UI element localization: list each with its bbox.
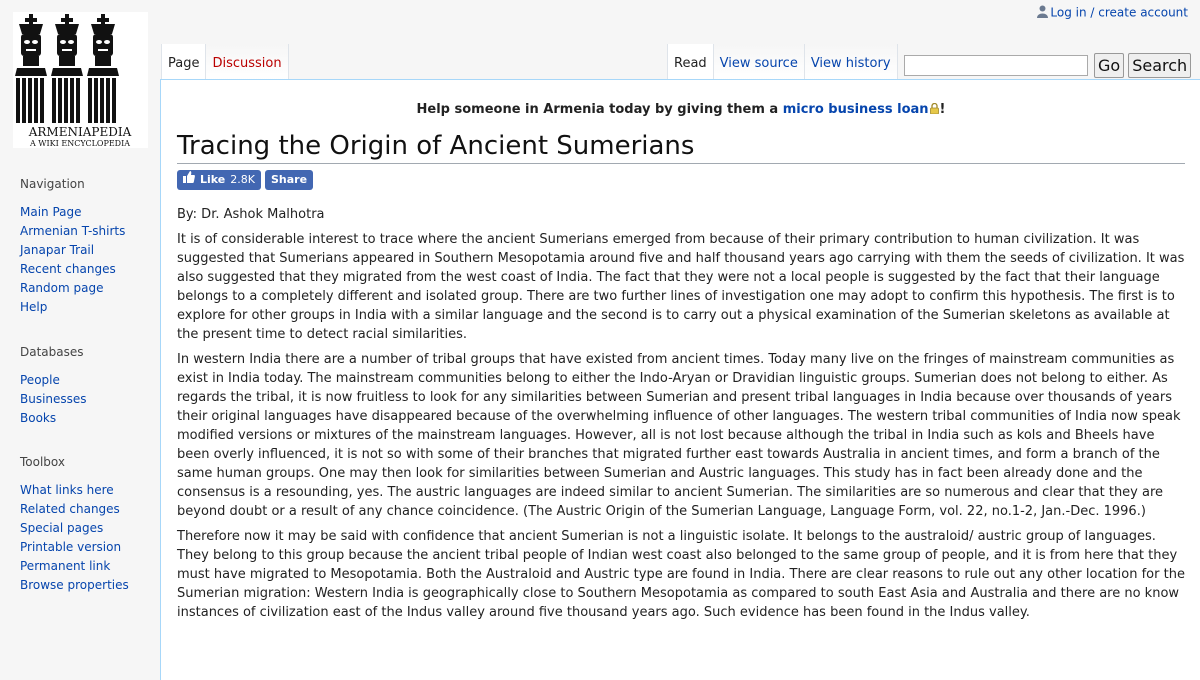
sidebar-item-printable-version[interactable]: Printable version: [20, 540, 122, 554]
namespace-tabs: [161, 44, 289, 80]
article-paragraph: In western India there are a number of tribal groups that have existed from ancient times. Today many live on the fringes of mainstream communities as exist in India today. The mainstream communities belong to either the Indo-Aryan or Dravidian linguistic groups. Sumerian does not belong to either. As regards the tribal, it is now fruitless to look for any similarities between Sumerian and present tribal languages in India because over thousands of years their original languages have disappeared because of the overwhelming influence of other languages. The western tribal communities of India now speak modified versions or mixtures of the mainstream languages. However, all is not lost because although the tribal in India such as kols and Bheels have been overly influenced, it is not so with some of their branches that migrated further east towards Australia in ancient times, and form a branch of the same human groups. One may then look for similarities between Sumerian and Austric languages. This study has in fact been already done and the consensus is a resounding, yes. The austric languages are indeed similar to ancient Sumerian. The similarities are so numerous and clear that they are beyond doubt or a result of any chance coincidence. (The Austric Origin of the Sumerian Language, Language Form, vol. 22, no.1-2, Jan.-Dec. 1996.): [177, 352, 1181, 519]
tab-view-source[interactable]: View source: [714, 44, 805, 80]
sidebar-item-what-links-here[interactable]: What links here: [20, 483, 114, 497]
site-logo[interactable]: [13, 12, 148, 148]
byline: By: Dr. Ashok Malhotra: [177, 207, 325, 222]
tab-view-history[interactable]: View history: [805, 44, 898, 80]
facebook-like-button[interactable]: [177, 170, 261, 190]
search-button[interactable]: Search: [1128, 53, 1191, 78]
article-body: [177, 205, 1187, 628]
sidebar-item-businesses[interactable]: Businesses: [20, 392, 87, 406]
site-notice-prefix: Help someone in Armenia today by giving them a: [416, 102, 783, 117]
sidebar-databases: [20, 345, 87, 428]
micro-loan-link[interactable]: micro business loan: [782, 102, 929, 117]
sidebar-heading-databases: Databases: [20, 345, 84, 359]
site-notice: [161, 102, 1200, 118]
tab-page[interactable]: Page: [161, 44, 206, 80]
logo-subtitle: A WIKI ENCYCLOPEDIA: [29, 139, 131, 148]
view-tabs: [667, 44, 898, 80]
thumbs-up-icon: [183, 170, 195, 190]
sidebar-item-main-page[interactable]: Main Page: [20, 205, 82, 219]
logo-emblem: [13, 12, 148, 148]
sidebar-toolbox: [20, 455, 129, 595]
sidebar-item-people[interactable]: People: [20, 373, 60, 387]
facebook-share-button[interactable]: Share: [265, 170, 313, 190]
sidebar-item-permanent-link[interactable]: Permanent link: [20, 559, 111, 573]
sidebar-item-special-pages[interactable]: Special pages: [20, 521, 104, 535]
sidebar-heading-toolbox: Toolbox: [20, 455, 65, 469]
tab-discussion[interactable]: Discussion: [206, 44, 288, 80]
facebook-buttons: [177, 170, 313, 190]
content-area: [160, 79, 1200, 680]
like-label: Like: [200, 173, 226, 186]
personal-tools: [1037, 5, 1188, 21]
site-notice-suffix: !: [939, 102, 946, 117]
search-input[interactable]: [904, 55, 1088, 76]
sidebar-item-janapar-trail[interactable]: Janapar Trail: [20, 243, 95, 257]
login-link[interactable]: Log in / create account: [1050, 5, 1188, 20]
sidebar-navigation: [20, 177, 125, 317]
sidebar-item-help[interactable]: Help: [20, 300, 48, 314]
like-count: 2.8K: [230, 173, 255, 186]
search-form: [904, 53, 1191, 78]
sidebar-item-armenian-tshirts[interactable]: Armenian T-shirts: [20, 224, 126, 238]
page-title: Tracing the Origin of Ancient Sumerians: [177, 129, 1185, 164]
tab-read[interactable]: Read: [667, 44, 714, 80]
sidebar-item-related-changes[interactable]: Related changes: [20, 502, 120, 516]
sidebar-item-recent-changes[interactable]: Recent changes: [20, 262, 116, 276]
article-paragraph: It is of considerable interest to trace where the ancient Sumerians emerged from because of their primary contribution to human civilization. It was suggested that Sumerians appeared in Southern Mesopotamia around five and half thousand years ago carrying with them the seeds of civilization. It was also suggested that they migrated from the west coast of India. The fact that they were not a local people is suggested by the fact that their language belongs to a completely different and isolated group. There are two further lines of investigation one may adopt to confirm this hypothesis. The first is to explore for other groups in India with a similar language and the second is to carry out a physical examination of the Sumerian skeletons as available at the present time to detect racial similarities.: [177, 232, 1185, 342]
sidebar-item-books[interactable]: Books: [20, 411, 57, 425]
sidebar-heading-navigation: Navigation: [20, 177, 85, 191]
logo-title: ARMENIAPEDIA: [28, 125, 132, 139]
sidebar-item-browse-properties[interactable]: Browse properties: [20, 578, 129, 592]
article-paragraph: Therefore now it may be said with confidence that ancient Sumerian is not a linguistic isolate. It belongs to the australoid/ austric group of languages. They belong to this group because the ancient tribal people of Indian west coast also belonged to the same group of people, and it is from here that they must have migrated to Mesopotamia. Both the Australoid and Austric type are found in India. There are clear reasons to rule out any other location for the Sumerian migration: Western India is geographically close to Southern Mesopotamia as compared to south East Asia and Australia and there are no know instances of civilization east of the Indus valley around five thousand years ago. Such evidence has been found in the Indus valley.: [177, 529, 1185, 620]
user-icon: [1037, 5, 1048, 21]
lock-icon: [930, 103, 939, 118]
go-button[interactable]: Go: [1094, 53, 1124, 78]
sidebar-item-random-page[interactable]: Random page: [20, 281, 104, 295]
